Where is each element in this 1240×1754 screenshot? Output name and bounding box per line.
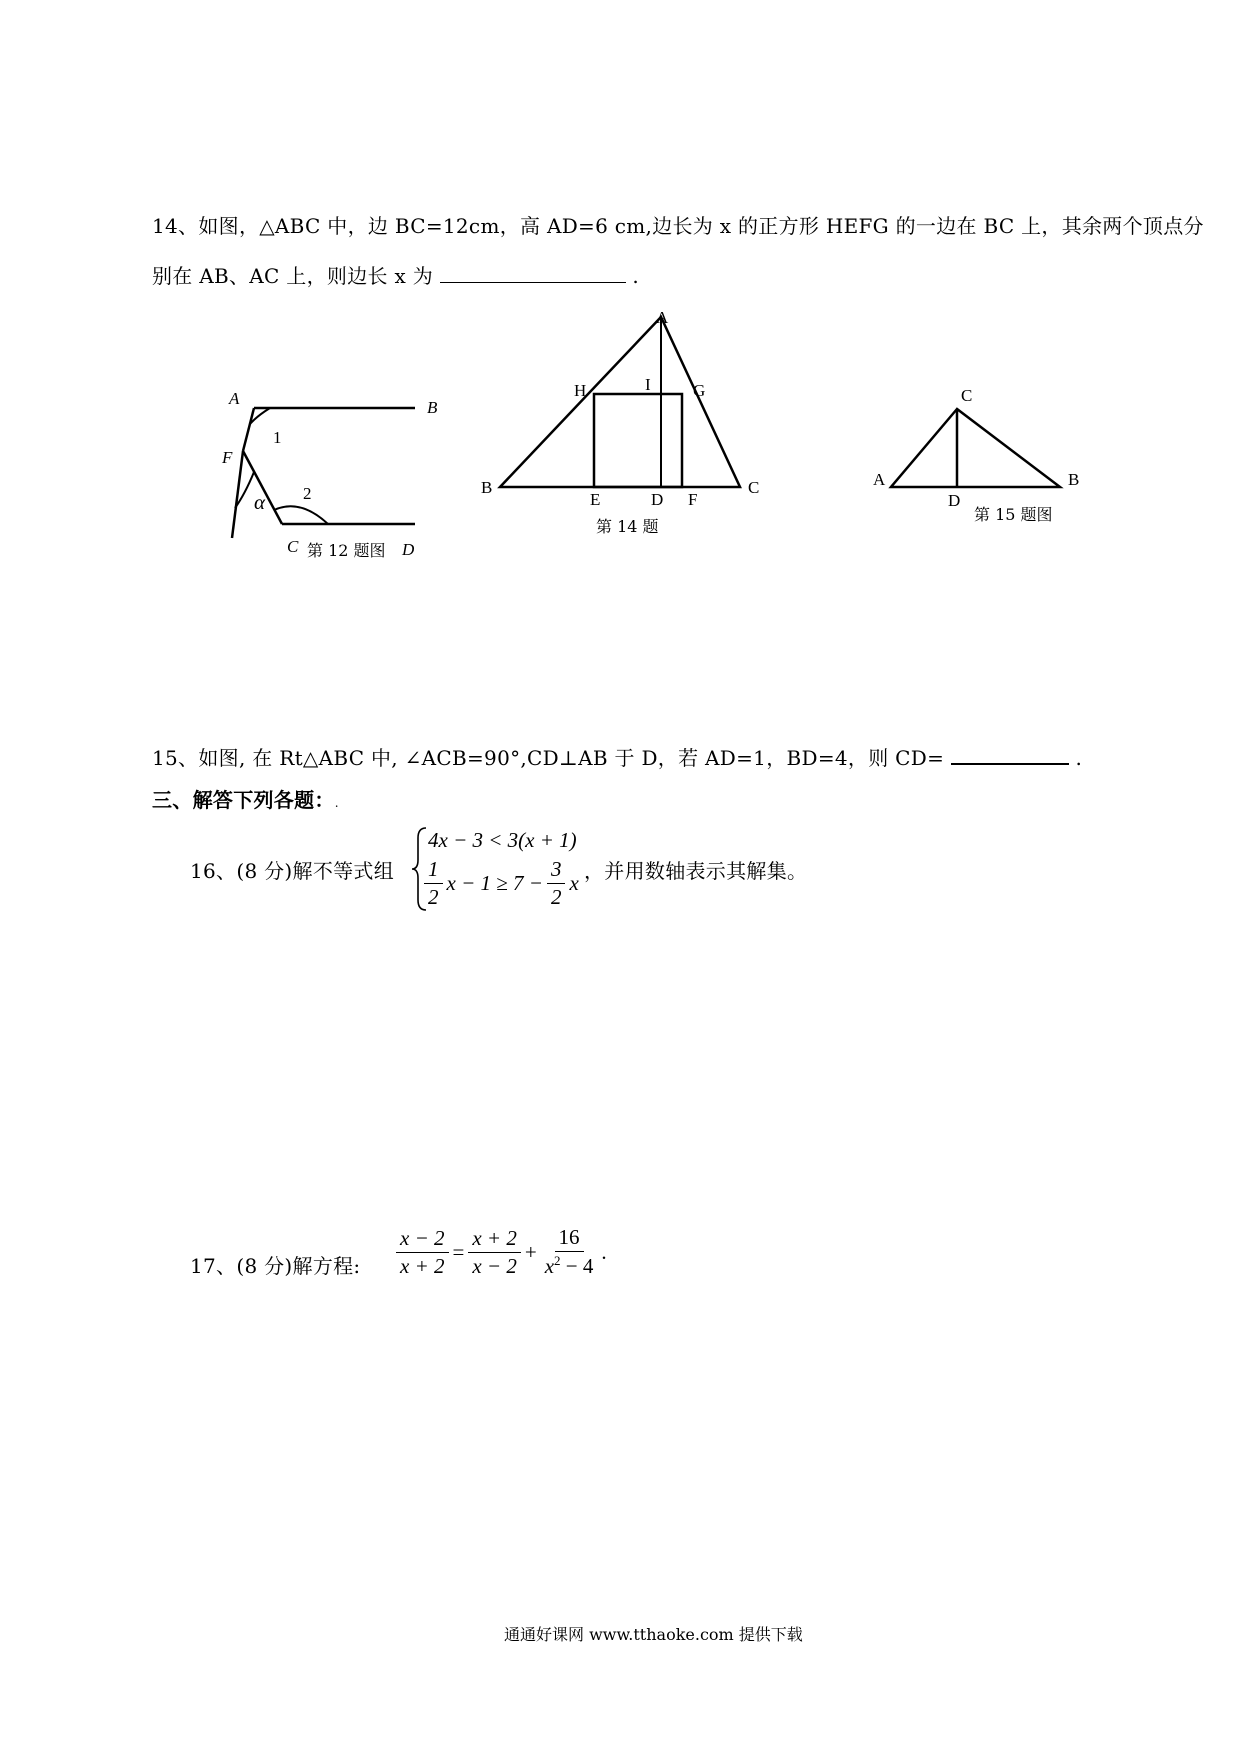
fig15-caption: 第 15 题图 bbox=[974, 505, 1053, 524]
fig12-label-c: C bbox=[287, 537, 299, 556]
fig14-label-g: G bbox=[693, 381, 706, 400]
q15-line bbox=[152, 742, 1082, 771]
q16-frac-half-num: 1 bbox=[424, 858, 443, 884]
q17-frac-3-den-exp: 2 bbox=[554, 1253, 561, 1269]
q16-inequality-2 bbox=[424, 858, 579, 909]
fig14-label-i: I bbox=[645, 375, 651, 394]
q17-equation bbox=[392, 1226, 607, 1278]
q15-text: 15、如图, 在 Rt△ABC 中, ∠ACB=90°,CD⊥AB 于 D，若 AD=1，BD=4，则 CD= bbox=[152, 746, 945, 770]
q16-frac-three-halves-num: 3 bbox=[547, 858, 566, 884]
fig15-triangle-abc bbox=[891, 409, 1060, 487]
q16-suffix: ，并用数轴表示其解集。 bbox=[584, 859, 808, 883]
fig14-label-h: H bbox=[574, 381, 587, 400]
fig12-label-1: 1 bbox=[273, 428, 282, 447]
fig14-square-hefg bbox=[594, 394, 682, 487]
q17-frac-1-num: x − 2 bbox=[396, 1227, 449, 1253]
fig14-label-a: A bbox=[656, 308, 669, 327]
fig14-label-f: F bbox=[688, 490, 698, 509]
fig15-label-a: A bbox=[873, 470, 886, 489]
q17-frac-1 bbox=[396, 1227, 449, 1278]
q17-frac-1-den: x + 2 bbox=[400, 1253, 445, 1278]
q14-line2 bbox=[152, 260, 639, 289]
fig12-label-f: F bbox=[222, 448, 233, 467]
q17-frac-3 bbox=[541, 1226, 598, 1278]
q14-end: . bbox=[632, 264, 640, 288]
fig15-label-d: D bbox=[948, 491, 961, 510]
section-3-title-text: 三、解答下列各题： bbox=[152, 788, 335, 812]
q17-prefix: 17、(8 分)解方程: bbox=[190, 1254, 361, 1278]
page-footer: 通通好课网 www.tthaoke.com 提供下载 bbox=[504, 1625, 803, 1644]
fig14-caption: 第 14 题 bbox=[596, 517, 659, 536]
q16-frac-three-halves-den: 2 bbox=[550, 885, 562, 910]
q17-frac-3-den bbox=[541, 1252, 598, 1278]
fig14-label-b: B bbox=[481, 478, 493, 497]
q14-line2-text: 别在 AB、AC 上，则边长 x 为 bbox=[152, 264, 433, 288]
q16-ineq2-mid: x − 1 ≥ 7 − bbox=[446, 871, 543, 896]
q17-frac-3-den-base: x bbox=[544, 1254, 555, 1279]
q16-frac-half-den: 2 bbox=[428, 885, 439, 910]
fig12-caption: 第 12 题图 bbox=[307, 541, 386, 560]
q17-frac-3-num: 16 bbox=[555, 1226, 584, 1252]
fig12-angle-2-arc bbox=[274, 506, 328, 524]
section-3-title bbox=[152, 784, 339, 813]
q17-frac-2 bbox=[468, 1227, 521, 1278]
q16-inequality-1: 4x − 3 < 3(x + 1) bbox=[428, 828, 577, 852]
figure-14 bbox=[490, 310, 750, 510]
q17-frac-3-den-tail: − 4 bbox=[560, 1254, 594, 1279]
fig12-label-2: 2 bbox=[303, 484, 312, 503]
fig15-label-b: B bbox=[1068, 470, 1080, 489]
fig12-label-d: D bbox=[402, 540, 415, 559]
q17-plus: + bbox=[524, 1239, 537, 1264]
q16-prefix: 16、(8 分)解不等式组 bbox=[190, 859, 395, 883]
fig12-label-b: B bbox=[427, 398, 438, 417]
fig14-label-c: C bbox=[748, 478, 760, 497]
fig15-label-c: C bbox=[961, 386, 973, 405]
fig14-triangle-abc bbox=[500, 317, 740, 487]
q17-frac-2-num: x + 2 bbox=[468, 1227, 521, 1253]
q15-end: . bbox=[1075, 746, 1083, 770]
figure-15 bbox=[880, 400, 1070, 500]
fig14-label-d: D bbox=[651, 490, 664, 509]
q16-frac-three-halves bbox=[547, 858, 566, 909]
q14-line1-text: 14、如图，△ABC 中，边 BC=12cm，高 AD=6 cm,边长为 x 的正方形 HEFG 的一边在 BC 上，其余两个顶点分 bbox=[152, 214, 1204, 238]
fig12-extension-line bbox=[232, 451, 243, 538]
q17-equals: = bbox=[452, 1239, 465, 1264]
fig14-label-e: E bbox=[590, 490, 601, 509]
section-3-dot: . bbox=[334, 796, 339, 810]
q14-answer-blank[interactable] bbox=[440, 264, 626, 283]
q14-line1 bbox=[152, 210, 1204, 239]
q17-end: . bbox=[601, 1239, 607, 1264]
q16-ineq2-tail: x bbox=[569, 871, 579, 896]
fig12-label-a: A bbox=[229, 389, 240, 408]
q17-frac-2-den: x − 2 bbox=[472, 1253, 517, 1278]
fig12-label-alpha: α bbox=[254, 490, 266, 514]
q16-frac-half bbox=[424, 858, 443, 909]
fig12-line-af bbox=[243, 408, 254, 451]
q15-answer-blank[interactable] bbox=[951, 745, 1069, 765]
